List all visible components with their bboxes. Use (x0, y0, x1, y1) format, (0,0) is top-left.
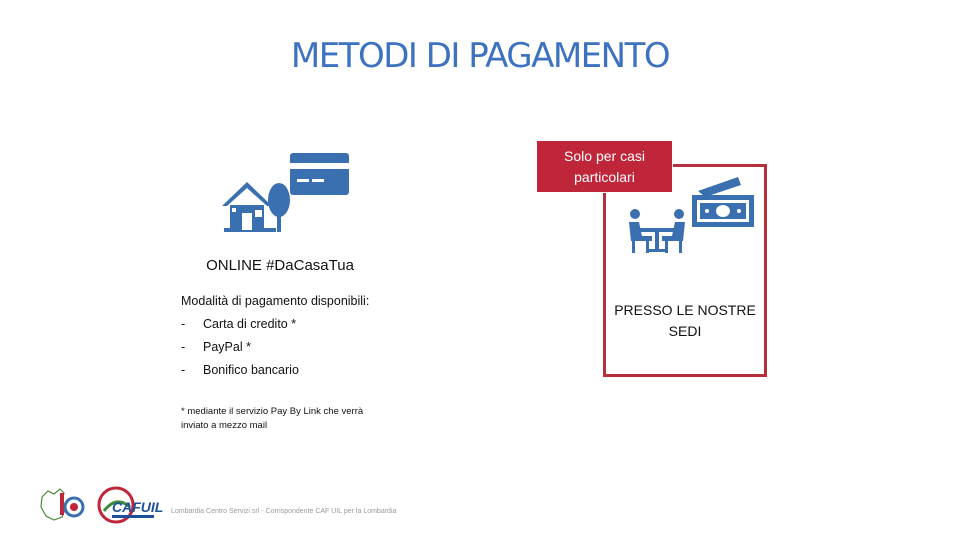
cafuil-logo-text: CAFUIL (112, 499, 164, 515)
list-item: - Bonifico bancario (181, 363, 299, 377)
in-person-heading: PRESSO LE NOSTRE SEDI (614, 302, 756, 339)
online-heading: ONLINE #DaCasaTua (206, 257, 354, 274)
payment-methods-label: Modalità di pagamento disponibili: (181, 294, 370, 308)
footnote: * mediante il servizio Pay By Link che verrà inviato a mezzo mail (181, 406, 364, 431)
list-item: - Carta di credito * (181, 317, 297, 331)
list-item: - PayPal * (181, 340, 251, 354)
payment-methods-list (181, 317, 299, 386)
special-cases-badge: Solo per casi particolari (536, 140, 673, 193)
meeting-icon (626, 208, 688, 254)
credit-card-icon (289, 152, 351, 196)
footer-text: Lombardia Centro Servizi srl - Corrispondente CAF UIL per la Lombardia (171, 508, 397, 515)
cafuil-logo (96, 485, 164, 525)
lombardia-logo (38, 487, 88, 523)
cash-icon (692, 175, 756, 229)
page-title: METODI DI PAGAMENTO (290, 36, 670, 76)
